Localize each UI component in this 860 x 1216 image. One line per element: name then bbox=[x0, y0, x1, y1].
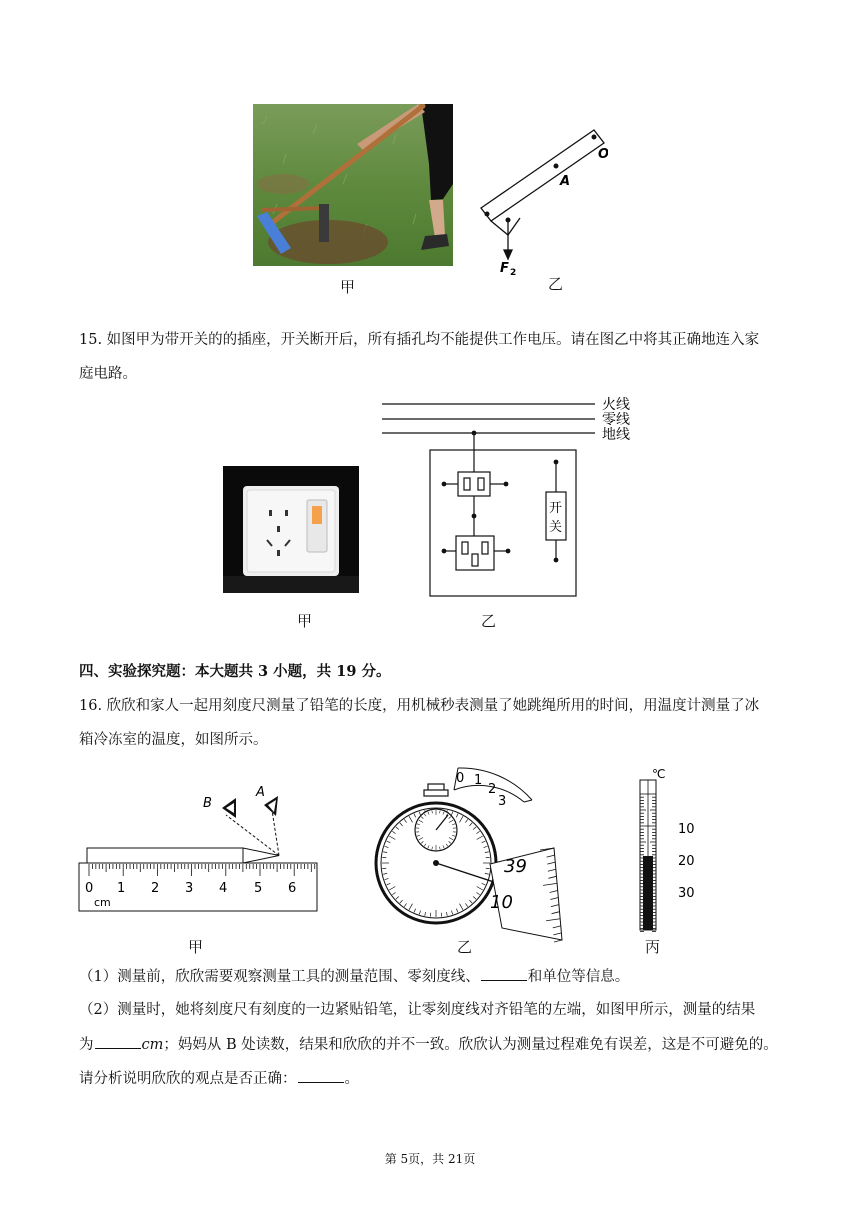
wire-label-ground: 地线 bbox=[602, 427, 630, 443]
section-title: 四、实验探究题：本大题共 3 小题，共 19 分。 bbox=[79, 663, 391, 680]
label-F: F bbox=[500, 261, 509, 276]
ruler-tick-5: 5 bbox=[254, 881, 263, 896]
eye-icon-B bbox=[222, 798, 236, 818]
label-A: A bbox=[560, 174, 571, 189]
question-16-sub2-line2 bbox=[79, 1034, 778, 1055]
answer-blank-1[interactable] bbox=[481, 966, 527, 981]
figure-caption-jia-15: 甲 bbox=[297, 612, 313, 630]
figure-caption-yi-16: 乙 bbox=[457, 938, 473, 956]
figure-caption-jia: 甲 bbox=[340, 278, 356, 296]
question-15-text-line2: 庭电路。 bbox=[79, 366, 137, 382]
ruler-tick-0: 0 bbox=[85, 881, 94, 896]
eye-label-A: A bbox=[256, 785, 265, 800]
sub2-line3-suffix: 。 bbox=[344, 1071, 359, 1087]
ruler-unit: cm bbox=[94, 896, 111, 909]
figure-caption-bing-16: 丙 bbox=[645, 938, 661, 956]
label-F-subscript: 2 bbox=[510, 268, 517, 278]
stopwatch-inner-2: 2 bbox=[488, 782, 497, 797]
stopwatch-figure bbox=[372, 760, 572, 945]
ruler-figure bbox=[76, 780, 321, 915]
ruler-tick-4: 4 bbox=[219, 881, 228, 896]
figure-caption-yi: 乙 bbox=[548, 275, 564, 293]
circuit-diagram bbox=[380, 390, 650, 600]
stopwatch-inner-0: 0 bbox=[456, 771, 465, 786]
question-16-text-line2: 箱冷冻室的温度，如图所示。 bbox=[79, 732, 268, 748]
figure-caption-jia-16: 甲 bbox=[188, 938, 204, 956]
sub2-line3-prefix: 请分析说明欣欣的观点是否正确： bbox=[79, 1071, 297, 1087]
thermometer-tick-30: 30 bbox=[678, 886, 695, 901]
question-16-sub1 bbox=[79, 966, 629, 987]
socket-photo bbox=[223, 466, 359, 593]
ruler-tick-6: 6 bbox=[288, 881, 297, 896]
figure-caption-yi-15: 乙 bbox=[481, 612, 497, 630]
switch-label-char2: 关 bbox=[549, 520, 563, 535]
stopwatch-magnified-10: 10 bbox=[490, 892, 513, 913]
answer-blank-2[interactable] bbox=[95, 1034, 141, 1049]
sub2-prefix: 为 bbox=[79, 1037, 94, 1053]
thermometer-tick-10: 10 bbox=[678, 822, 695, 837]
ruler-tick-3: 3 bbox=[185, 881, 194, 896]
sub1-prefix: （1）测量前，欣欣需要观察测量工具的测量范围、零刻度线、 bbox=[79, 969, 480, 985]
sub2-suffix: ；妈妈从 B 处读数，结果和欣欣的并不一致。欣欣认为测量过程难免有误差，这是不可避免的。 bbox=[163, 1037, 778, 1053]
eye-label-B: B bbox=[203, 796, 212, 811]
stopwatch-inner-3: 3 bbox=[498, 794, 507, 809]
switch-label-char1: 开 bbox=[549, 501, 563, 516]
wire-label-neutral: 零线 bbox=[602, 412, 630, 428]
thermometer-figure bbox=[622, 766, 702, 934]
question-16-text-line1: 16. 欣欣和家人一起用刻度尺测量了铅笔的长度，用机械秒表测量了她跳绳所用的时间，用温度计测量了冰 bbox=[79, 698, 760, 714]
wire-label-live: 火线 bbox=[602, 397, 630, 413]
answer-blank-3[interactable] bbox=[298, 1068, 344, 1083]
sub2-unit: cm bbox=[141, 1037, 164, 1053]
label-O: O bbox=[598, 147, 608, 162]
thermometer-unit: ℃ bbox=[652, 767, 666, 781]
thermometer-tick-20: 20 bbox=[678, 854, 695, 869]
hoe-photo bbox=[253, 104, 453, 266]
ruler-tick-1: 1 bbox=[117, 881, 126, 896]
stopwatch-magnified-39: 39 bbox=[504, 856, 527, 877]
question-16-sub2-line1: （2）测量时，她将刻度尺有刻度的一边紧贴铅笔，让零刻度线对齐铅笔的左端，如图甲所示，测量的结果 bbox=[79, 1002, 756, 1018]
question-16-sub2-line3 bbox=[79, 1068, 359, 1089]
lever-diagram bbox=[478, 122, 608, 282]
stopwatch-inner-1: 1 bbox=[474, 773, 483, 788]
sub1-suffix: 和单位等信息。 bbox=[527, 969, 630, 985]
question-15-text-line1: 15. 如图甲为带开关的的插座，开关断开后，所有插孔均不能提供工作电压。请在图乙中将其正确地连入家 bbox=[79, 332, 760, 348]
ruler-tick-2: 2 bbox=[151, 881, 160, 896]
eye-icon-A bbox=[264, 796, 278, 816]
page-footer: 第 5页，共 21页 bbox=[384, 1152, 476, 1166]
